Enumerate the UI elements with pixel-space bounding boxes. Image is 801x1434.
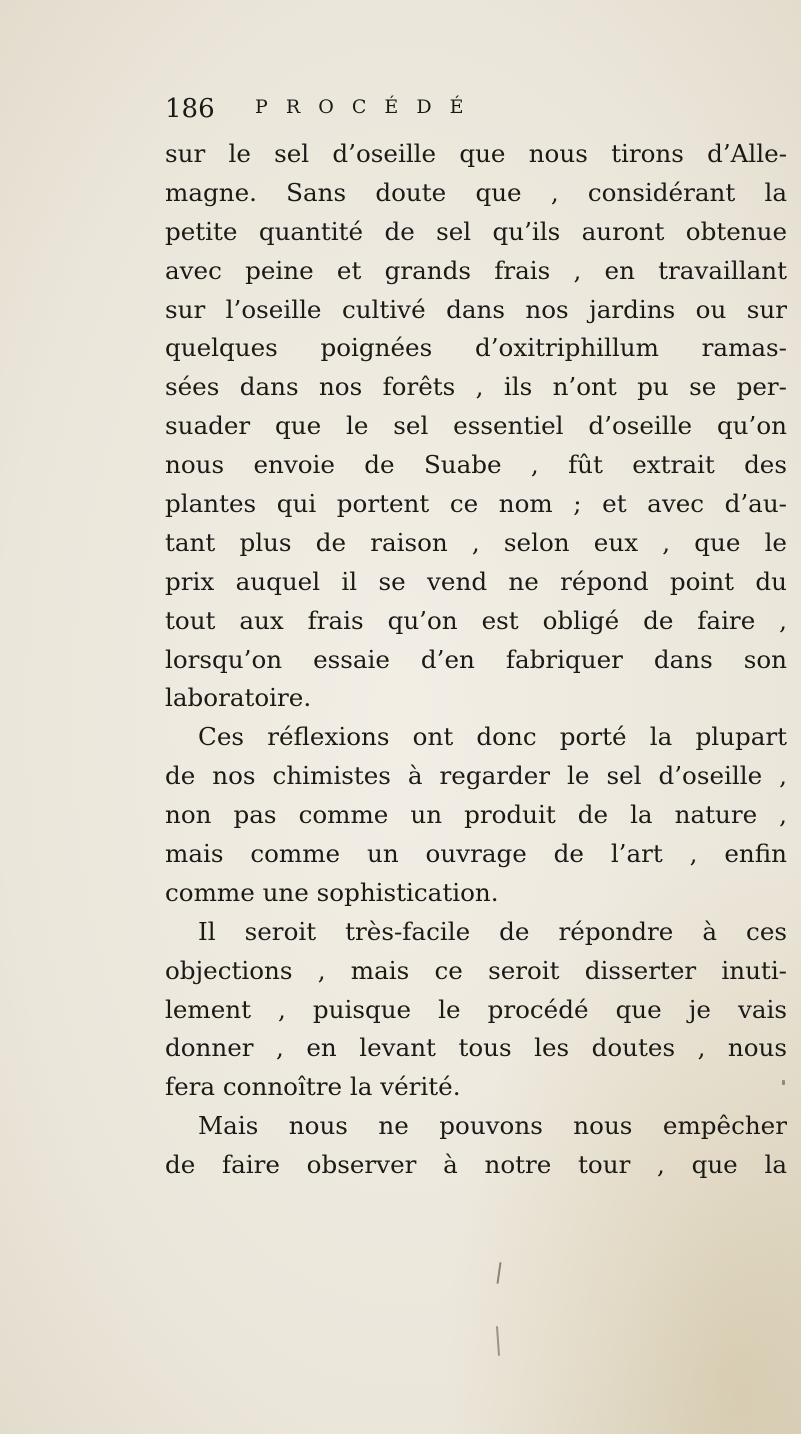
- text-line: sur le sel d’oseille que nous tirons d’Alle-: [165, 139, 787, 168]
- page-number: 186: [165, 94, 215, 124]
- text-line: suader que le sel essentiel d’oseille qu’on: [165, 411, 787, 441]
- text-line: nous envoie de Suabe , fût extrait des: [165, 450, 787, 480]
- text-line: tout aux frais qu’on est obligé de faire ,: [165, 605, 787, 635]
- text-line: de faire observer à notre tour , que la: [165, 1150, 787, 1180]
- ink-speck: [496, 1326, 500, 1356]
- text-line: avec peine et grands frais , en travaillant: [165, 255, 787, 285]
- paragraph-end-line: laboratoire.: [165, 683, 312, 713]
- text-line: sées dans nos forêts , ils n’ont pu se per-: [165, 372, 787, 402]
- text-line: mais comme un ouvrage de l’art , enfin: [165, 839, 787, 869]
- text-line: quelques poignées d’oxitriphillum ramas-: [165, 333, 787, 363]
- text-line: plantes qui portent ce nom ; et avec d’au-: [165, 489, 787, 519]
- text-line: petite quantité de sel qu’ils auront obtenue: [165, 216, 787, 246]
- body-text: [165, 135, 787, 1185]
- text-line: donner , en levant tous les doutes , nous: [165, 1033, 787, 1063]
- text-line: tant plus de raison , selon eux , que le: [165, 527, 787, 557]
- ink-speck: [782, 1080, 785, 1085]
- paragraph-start-line: Mais nous ne pouvons nous empêcher: [198, 1111, 787, 1141]
- text-line: non pas comme un produit de la nature ,: [165, 800, 787, 830]
- text-line: lement , puisque le procédé que je vais: [165, 994, 787, 1024]
- text-line: de nos chimistes à regarder le sel d’oseille ,: [165, 761, 787, 791]
- paragraph-start-line: Ces réflexions ont donc porté la plupart: [198, 722, 787, 752]
- paragraph-end-line: fera connoître la vérité.: [165, 1072, 461, 1102]
- text-line: lorsqu’on essaie d’en fabriquer dans son: [165, 644, 787, 674]
- text-line: sur l’oseille cultivé dans nos jardins ou sur: [165, 294, 787, 324]
- running-head-title: PROCÉDÉ: [255, 96, 482, 118]
- text-line: prix auquel il se vend ne répond point du: [165, 566, 787, 596]
- text-line: magne. Sans doute que , considérant la: [165, 177, 787, 207]
- running-head: [165, 94, 785, 128]
- paragraph-end-line: comme une sophistication.: [165, 877, 499, 907]
- ink-speck: [496, 1262, 501, 1284]
- text-line: objections , mais ce seroit disserter inuti-: [165, 955, 787, 985]
- paragraph-start-line: Il seroit très-facile de répondre à ces: [198, 916, 787, 946]
